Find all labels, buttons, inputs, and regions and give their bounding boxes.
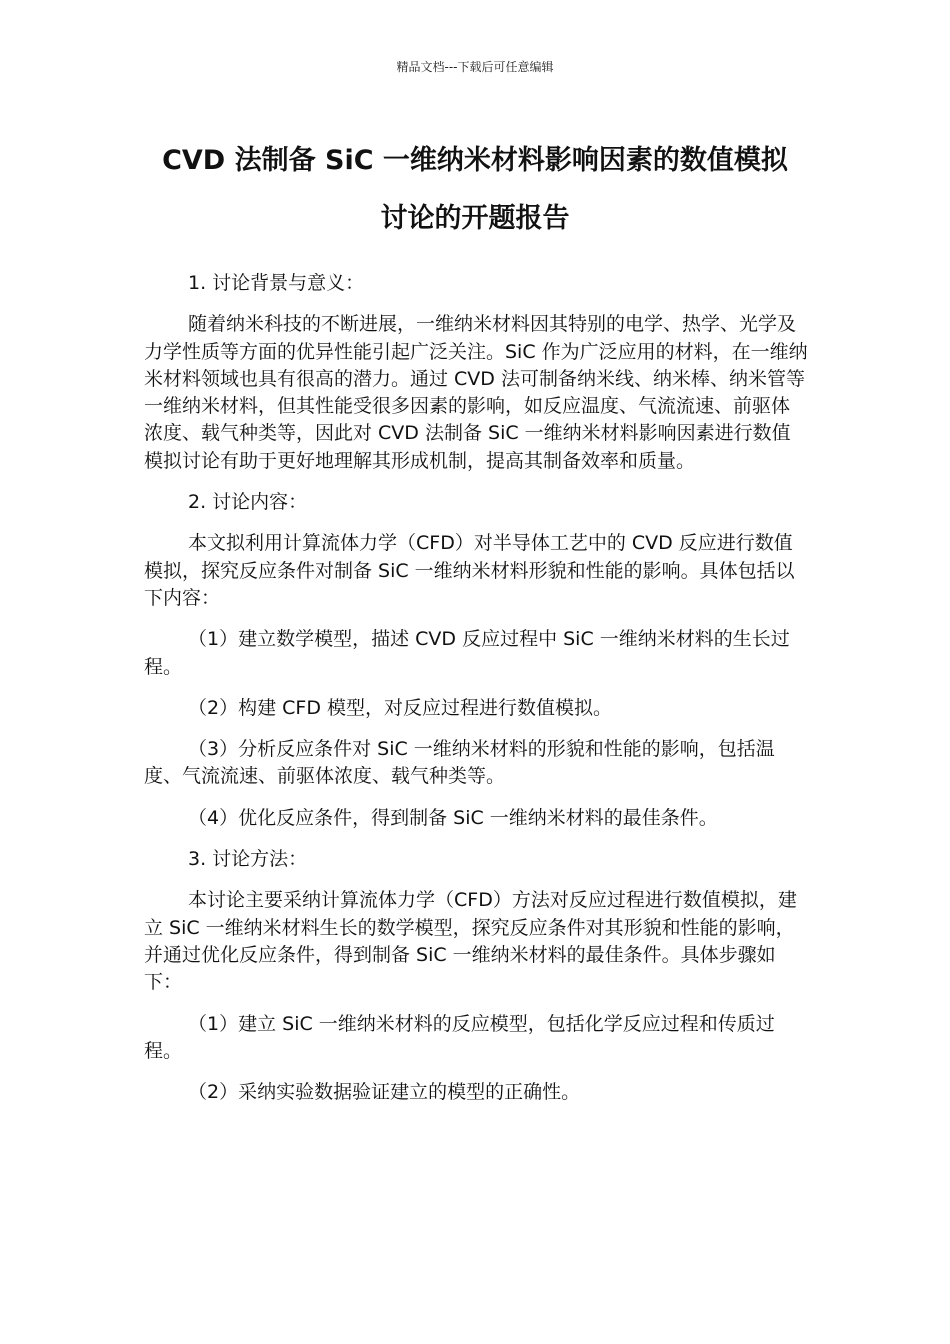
content-item-2: （2）构建 CFD 模型，对反应过程进行数值模拟。 bbox=[188, 696, 612, 719]
document-title-line-2: 讨论的开题报告 bbox=[380, 203, 570, 234]
paragraph-method-intro: 本讨论主要采纳计算流体力学（CFD）方法对反应过程进行数值模拟，建立 SiC 一维纳米材料生长的数学模型，探究反应条件对其形貌和性能的影响，并通过优化反应条件，得到制备 SiC 一维纳米材料的最佳条件。具体步骤如下： bbox=[144, 889, 797, 994]
document-title-line-1: CVD 法制备 SiC 一维纳米材料影响因素的数值模拟 bbox=[162, 145, 788, 176]
section-heading-method: 3. 讨论方法： bbox=[188, 848, 308, 871]
document-body bbox=[144, 270, 808, 1120]
page-header-note: 精品文档---下载后可任意编辑 bbox=[396, 60, 554, 74]
method-step-1: （1）建立 SiC 一维纳米材料的反应模型，包括化学反应过程和传质过程。 bbox=[144, 1012, 775, 1062]
content-item-3: （3）分析反应条件对 SiC 一维纳米材料的形貌和性能的影响，包括温度、气流流速、前驱体浓度、载气种类等。 bbox=[144, 738, 775, 788]
paragraph-background: 随着纳米科技的不断进展，一维纳米材料因其特别的电学、热学、光学及力学性质等方面的优异性能引起广泛关注。SiC 作为广泛应用的材料，在一维纳米材料领域也具有很高的潜力。通过 CVD 法可制备纳米线、纳米棒、纳米管等一维纳米材料，但其性能受很多因素的影响，如反应温度、气流流速、前驱体浓度、载气种类等，因此对 CVD 法制备 SiC 一维纳米材料影响因素进行数值模拟讨论有助于更好地理解其形成机制，提高其制备效率和质量。 bbox=[144, 313, 808, 472]
section-heading-background: 1. 讨论背景与意义： bbox=[188, 272, 365, 294]
section-heading-content: 2. 讨论内容： bbox=[188, 491, 308, 514]
content-item-1: （1）建立数学模型，描述 CVD 反应过程中 SiC 一维纳米材料的生长过程。 bbox=[144, 628, 790, 678]
content-item-4: （4）优化反应条件，得到制备 SiC 一维纳米材料的最佳条件。 bbox=[188, 806, 718, 829]
method-step-2: （2）采纳实验数据验证建立的模型的正确性。 bbox=[188, 1081, 581, 1104]
paragraph-content-intro: 本文拟利用计算流体力学（CFD）对半导体工艺中的 CVD 反应进行数值模拟，探究反应条件对制备 SiC 一维纳米材料形貌和性能的影响。具体包括以下内容： bbox=[144, 532, 795, 609]
